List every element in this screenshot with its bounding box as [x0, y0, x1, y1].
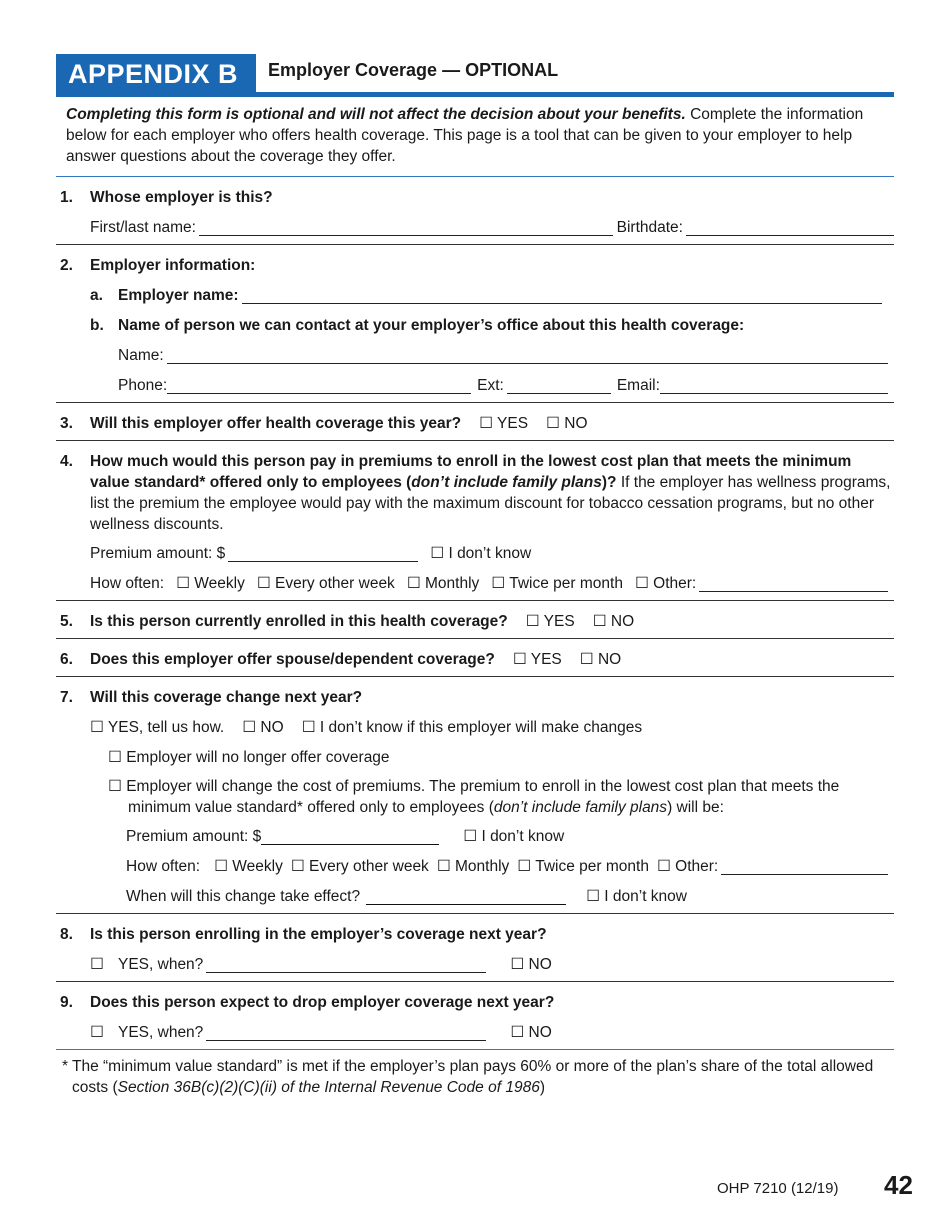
- intro-paragraph: [56, 97, 894, 177]
- footnote-close: ): [539, 1079, 545, 1096]
- q9-number: 9.: [60, 994, 73, 1011]
- q4-question: [90, 451, 894, 535]
- page-number: 42: [884, 1170, 913, 1200]
- q9-question: Does this person expect to drop employer coverage next year?: [90, 994, 555, 1011]
- birthdate-field[interactable]: [686, 218, 894, 236]
- q6-question: Does this employer offer spouse/dependent coverage?: [90, 651, 495, 668]
- q7-weekly-checkbox[interactable]: ☐ Weekly: [214, 858, 283, 875]
- q9-when-field[interactable]: [206, 1023, 486, 1041]
- q4-text: If the employer has wellness programs, list the premium the employee would pay with the maximum discount for tobacco cessation programs, but no other wellness discounts.: [90, 474, 891, 533]
- q4-premium-label: Premium amount: $: [90, 545, 226, 562]
- q5-question: Is this person currently enrolled in this health coverage?: [90, 613, 508, 630]
- question-4: [56, 441, 894, 601]
- q2a-letter: a.: [90, 287, 103, 304]
- q7-premium-label: Premium amount: $: [126, 828, 262, 845]
- q9-yes-label: YES, when?: [118, 1024, 204, 1041]
- q7-other-checkbox[interactable]: ☐ Other:: [656, 858, 719, 875]
- question-7: [56, 677, 894, 914]
- q7-other-field[interactable]: [721, 857, 888, 875]
- q7-dont-know-checkbox[interactable]: ☐ I don’t know if this employer will make changes: [301, 719, 643, 736]
- q6-yes-checkbox[interactable]: ☐ YES: [512, 651, 562, 668]
- q7-no-checkbox[interactable]: ☐ NO: [242, 719, 284, 736]
- q5-no-checkbox[interactable]: ☐ NO: [592, 613, 635, 630]
- q8-number: 8.: [60, 926, 73, 943]
- q2-number: 2.: [60, 257, 73, 274]
- footnote: [56, 1050, 894, 1098]
- q8-when-field[interactable]: [206, 955, 486, 973]
- q1-number: 1.: [60, 189, 73, 206]
- q8-yes-checkbox[interactable]: ☐: [90, 956, 104, 973]
- q4-bold-2: )?: [601, 474, 617, 491]
- q7-twice-per-month-checkbox[interactable]: ☐ Twice per month: [517, 858, 649, 875]
- q3-no-checkbox[interactable]: ☐ NO: [546, 415, 588, 432]
- phone-label: Phone:: [118, 377, 168, 394]
- q7-change-cost-checkbox[interactable]: [108, 776, 894, 818]
- question-8: [56, 914, 894, 982]
- q2b-label: Name of person we can contact at your employer’s office about this health coverage:: [118, 317, 745, 334]
- q6-number: 6.: [60, 651, 73, 668]
- q1-question: Whose employer is this?: [90, 189, 273, 206]
- question-6: [56, 639, 894, 677]
- question-1: [56, 177, 894, 245]
- q4-how-often-label: How often:: [90, 575, 165, 592]
- footnote-star: *: [62, 1058, 69, 1075]
- employer-name-field[interactable]: [242, 286, 882, 304]
- q4-bold-1: How much would this person pay in premiums to enroll in the lowest cost plan that meets the minimum value standard* offered only to employees (: [90, 453, 852, 491]
- q5-yes-checkbox[interactable]: ☐ YES: [525, 613, 575, 630]
- q7-number: 7.: [60, 689, 73, 706]
- q7-how-often-label: How often:: [126, 858, 201, 875]
- footnote-text: [72, 1056, 890, 1098]
- ext-field[interactable]: [507, 376, 611, 394]
- q9-no-checkbox[interactable]: ☐ NO: [510, 1024, 552, 1041]
- q7-change-text-1: ☐ Employer will change the cost of premiums. The premium to enroll in the lowest cost plan that meets the minimum value standard* offered only to employees (: [108, 778, 840, 816]
- q7-premium-dont-know-checkbox[interactable]: ☐ I don’t know: [463, 828, 565, 845]
- contact-name-label: Name:: [118, 347, 164, 364]
- q8-yes-label: YES, when?: [118, 956, 204, 973]
- q7-change-italic: don’t include family plans: [493, 799, 668, 816]
- intro-bold: Completing this form is optional and will not affect the decision about your benefits.: [66, 106, 686, 123]
- q7-yes-checkbox[interactable]: ☐ YES, tell us how.: [90, 719, 225, 736]
- q4-other-field[interactable]: [699, 574, 888, 592]
- page-title: Employer Coverage — OPTIONAL: [268, 60, 559, 80]
- email-label: Email:: [616, 377, 660, 394]
- q3-question: Will this employer offer health coverage this year?: [90, 415, 462, 432]
- q3-number: 3.: [60, 415, 73, 432]
- q8-no-checkbox[interactable]: ☐ NO: [510, 956, 552, 973]
- q8-question: Is this person enrolling in the employer’s coverage next year?: [90, 926, 547, 943]
- q4-bold-italic: don’t include family plans: [411, 474, 602, 491]
- question-3: [56, 403, 894, 441]
- q4-dont-know-checkbox[interactable]: ☐ I don’t know: [430, 545, 532, 562]
- intro-text: Complete the information below for each employer who offers health coverage. This page is a tool that can be given to your employer to help answer questions about the coverage they offer.: [66, 106, 864, 165]
- q7-premium-field[interactable]: [261, 827, 439, 845]
- q7-when-field[interactable]: [366, 887, 566, 905]
- q7-change-text-2: ) will be:: [667, 799, 724, 816]
- question-9: [56, 982, 894, 1050]
- q2a-label: Employer name:: [118, 287, 239, 304]
- q7-monthly-checkbox[interactable]: ☐ Monthly: [436, 858, 510, 875]
- q4-every-other-week-checkbox[interactable]: ☐ Every other week: [256, 575, 395, 592]
- q6-no-checkbox[interactable]: ☐ NO: [579, 651, 622, 668]
- ext-label: Ext:: [477, 377, 504, 394]
- q5-number: 5.: [60, 613, 73, 630]
- question-2: [56, 245, 894, 403]
- footnote-body: The “minimum value standard” is met if the employer’s plan pays 60% or more of the plan’s share of the total allowed costs (: [72, 1058, 874, 1096]
- question-5: [56, 601, 894, 639]
- q7-when-dont-know-checkbox[interactable]: ☐ I don’t know: [586, 888, 687, 905]
- q4-other-checkbox[interactable]: ☐ Other:: [634, 575, 697, 592]
- header: [56, 54, 894, 92]
- contact-name-field[interactable]: [167, 346, 888, 364]
- q7-question: Will this coverage change next year?: [90, 689, 363, 706]
- q4-monthly-checkbox[interactable]: ☐ Monthly: [406, 575, 480, 592]
- q2-question: Employer information:: [90, 257, 256, 274]
- q1-name-label: First/last name:: [90, 219, 196, 236]
- q7-every-other-week-checkbox[interactable]: ☐ Every other week: [290, 858, 429, 875]
- form-number: OHP 7210 (12/19): [717, 1180, 839, 1197]
- q7-when-label: When will this change take effect?: [126, 888, 361, 905]
- phone-field[interactable]: [167, 376, 471, 394]
- q3-yes-checkbox[interactable]: ☐ YES: [479, 415, 529, 432]
- first-last-name-field[interactable]: [199, 218, 613, 236]
- q1-birthdate-label: Birthdate:: [616, 219, 683, 236]
- email-field[interactable]: [660, 376, 888, 394]
- appendix-tag: APPENDIX B: [56, 54, 256, 92]
- q9-yes-checkbox[interactable]: ☐: [90, 1024, 104, 1041]
- q4-weekly-checkbox[interactable]: ☐ Weekly: [176, 575, 245, 592]
- q7-no-longer-offer-checkbox[interactable]: ☐ Employer will no longer offer coverage: [108, 749, 390, 766]
- q4-twice-per-month-checkbox[interactable]: ☐ Twice per month: [491, 575, 623, 592]
- footnote-citation: Section 36B(c)(2)(C)(ii) of the Internal Revenue Code of 1986: [117, 1079, 540, 1096]
- q2b-letter: b.: [90, 317, 104, 334]
- q4-number: 4.: [60, 453, 73, 470]
- q4-premium-field[interactable]: [228, 544, 418, 562]
- form-page: [56, 54, 894, 1098]
